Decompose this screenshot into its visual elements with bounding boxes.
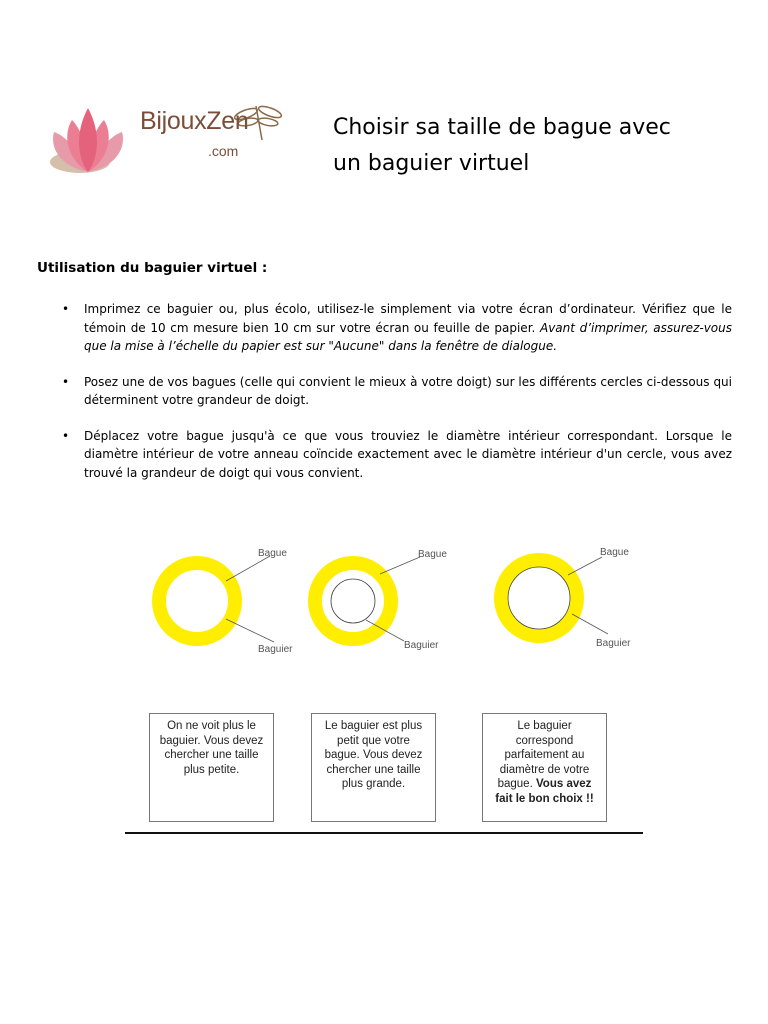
label-bague: Bague — [258, 548, 287, 559]
label-bague: Bague — [418, 549, 447, 560]
ring-shape — [159, 563, 235, 639]
caption-box-too-big — [149, 713, 274, 822]
label-baguier: Baguier — [258, 644, 293, 655]
horizontal-rule — [125, 832, 643, 834]
caption-text: Le baguier correspond parfaitement au diamètre de votre bague. — [497, 720, 590, 790]
caption-text: On ne voit plus le baguier. Vous devez chercher une taille plus petite. — [159, 720, 264, 776]
bullet-icon: • — [62, 302, 70, 316]
ring-diagram — [140, 530, 660, 670]
lotus-flower-icon — [50, 108, 123, 173]
page-title — [333, 110, 753, 182]
title-line-1: Choisir sa taille de bague avec — [333, 115, 671, 140]
bullet-text: Imprimez ce baguier ou, plus écolo, utilisez-le simplement via votre écran d’ordinateur. Vérifiez que le témoin de 10 cm mesure bien 10 cm sur votre écran ou feuille de papier. — [84, 302, 732, 335]
bullet-text: Posez une de vos bagues (celle qui convient le mieux à votre doigt) sur les différents cercles ci-dessous qui déterminent votre grandeur de doigt. — [84, 374, 732, 407]
instruction-list — [62, 300, 732, 499]
caption-text: Le baguier est plus petit que votre bague. Vous devez chercher une taille plus grande. — [324, 720, 423, 790]
label-bague: Bague — [600, 547, 629, 558]
bullet-icon: • — [62, 428, 70, 443]
baguier-circle — [331, 579, 375, 623]
label-baguier: Baguier — [404, 640, 439, 651]
section-heading: Utilisation du baguier virtuel : — [37, 260, 268, 276]
title-line-2: un baguier virtuel — [333, 151, 530, 176]
brand-domain: .com — [208, 143, 239, 159]
list-item — [62, 373, 732, 410]
caption-box-too-small — [311, 713, 436, 822]
baguier-circle — [508, 567, 570, 629]
ring-perfect-fit-illustration — [501, 547, 631, 649]
list-item — [62, 300, 732, 356]
bullet-icon: • — [62, 374, 70, 389]
ring-too-small-illustration — [315, 549, 447, 651]
bullet-italic-note: Avant d’imprimer, assurez-vous que la mise à l’échelle du papier est sur "Aucune" dans la fenêtre de dialogue. — [84, 320, 732, 353]
ring-too-big-illustration — [159, 548, 293, 655]
brand-name: BijouxZen — [140, 107, 249, 135]
label-baguier: Baguier — [596, 638, 631, 649]
ring-shape — [501, 560, 577, 636]
list-item — [62, 427, 732, 483]
bullet-text: Déplacez votre bague jusqu'à ce que vous trouviez le diamètre intérieur correspondant. Lorsque le diamètre intérieur de votre anneau coïncide exactement avec le diamètre intérieur d'un cercle, vous avez trouvé la grandeur de doigt qui vous convient. — [84, 428, 732, 480]
caption-bold-text: Vous avez fait le bon choix !! — [495, 778, 594, 805]
caption-box-perfect-fit — [482, 713, 607, 822]
